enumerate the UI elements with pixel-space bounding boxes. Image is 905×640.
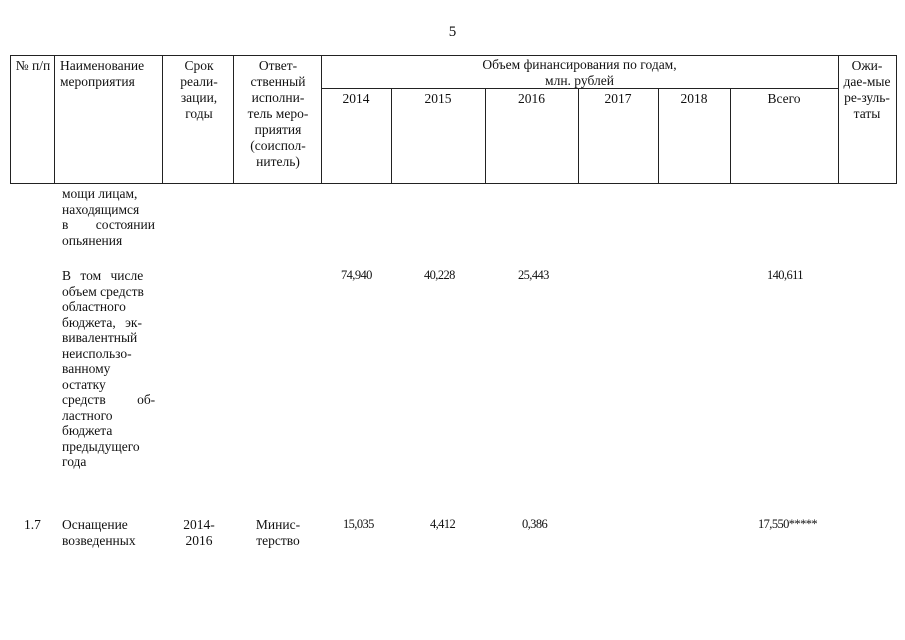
header-term: Срок реали-зации, годы: [180, 58, 218, 121]
continuation-line: в состоянии: [62, 217, 155, 232]
continuation-line: мощи лицам,: [62, 186, 138, 201]
including-line: вивалентный: [62, 330, 138, 345]
header-results: Ожи-дае-мые ре-зуль-таты: [843, 58, 891, 121]
including-2015-value: 40,228: [424, 268, 455, 282]
header-year-2016: 2016: [518, 91, 545, 106]
header-num: № п/п: [15, 58, 51, 73]
continuation-line: находящимся: [62, 201, 140, 217]
including-line: ванному: [62, 361, 111, 376]
row-1-7-name-line: возведенных: [62, 532, 136, 548]
row-1-7-term-line: 2016: [185, 532, 213, 548]
row-1-7-term-line: 2014-: [183, 517, 215, 532]
including-line: бюджета, эк-: [62, 314, 142, 330]
including-line: неиспользо-: [62, 345, 132, 361]
including-line: бюджета: [62, 423, 113, 438]
row-1-7-name: [62, 517, 160, 548]
col-border: [896, 55, 897, 183]
header-year-2018: 2018: [680, 91, 708, 106]
header-year-2017: 2017: [604, 91, 632, 106]
row-1-7-total-value: 17,550*****: [758, 517, 818, 531]
including-line: средств об-: [62, 392, 156, 407]
including-total-value: 140,611: [767, 268, 803, 282]
row-1-7-responsible: [241, 517, 315, 548]
col-border: [233, 55, 234, 183]
including-line: предыдущего: [62, 438, 140, 454]
col-border: [838, 55, 839, 183]
header-funding-title: [321, 57, 838, 89]
row-1-7-2014-value: 15,035: [343, 517, 374, 531]
including-2016-value: 25,443: [518, 268, 549, 282]
including-line: В том числе: [62, 268, 144, 283]
including-line: областного: [62, 299, 126, 314]
including-line: объем средств: [62, 283, 144, 299]
row-1-7-name-line: Оснащение: [62, 517, 128, 532]
continuation-name: [62, 186, 160, 248]
table-top-border: [10, 55, 897, 56]
header-total: Всего: [767, 91, 801, 106]
row-1-7-term: [176, 517, 222, 548]
row-1-7-2015-value: 4,412: [430, 517, 456, 531]
header-name: Наименование мероприятия: [60, 58, 145, 89]
col-border: [54, 55, 55, 183]
continuation-line: опьянения: [62, 232, 123, 248]
including-line: ластного: [62, 407, 113, 423]
including-line: остатку: [62, 376, 106, 392]
page-number: 5: [448, 24, 457, 40]
col-border: [10, 55, 11, 183]
including-2014-value: 74,940: [341, 268, 372, 282]
row-1-7-responsible-line: терство: [256, 532, 300, 548]
header-year-2015: 2015: [424, 91, 452, 106]
funding-title-line-2: млн. рублей: [545, 73, 614, 88]
row-1-7-responsible-line: Минис-: [255, 517, 301, 532]
col-border: [162, 55, 163, 183]
header-responsible: Ответ-ственный исполни-тель меро-приятия (соиспол-нитель): [247, 58, 309, 169]
row-1-7-number: 1.7: [24, 517, 41, 532]
header-bottom-border: [10, 183, 897, 184]
row-1-7-2016-value: 0,386: [522, 517, 548, 531]
funding-title-line-1: Объем финансирования по годам,: [482, 57, 677, 72]
including-name: [62, 268, 160, 470]
header-year-2014: 2014: [342, 91, 370, 106]
including-line: года: [62, 454, 87, 469]
